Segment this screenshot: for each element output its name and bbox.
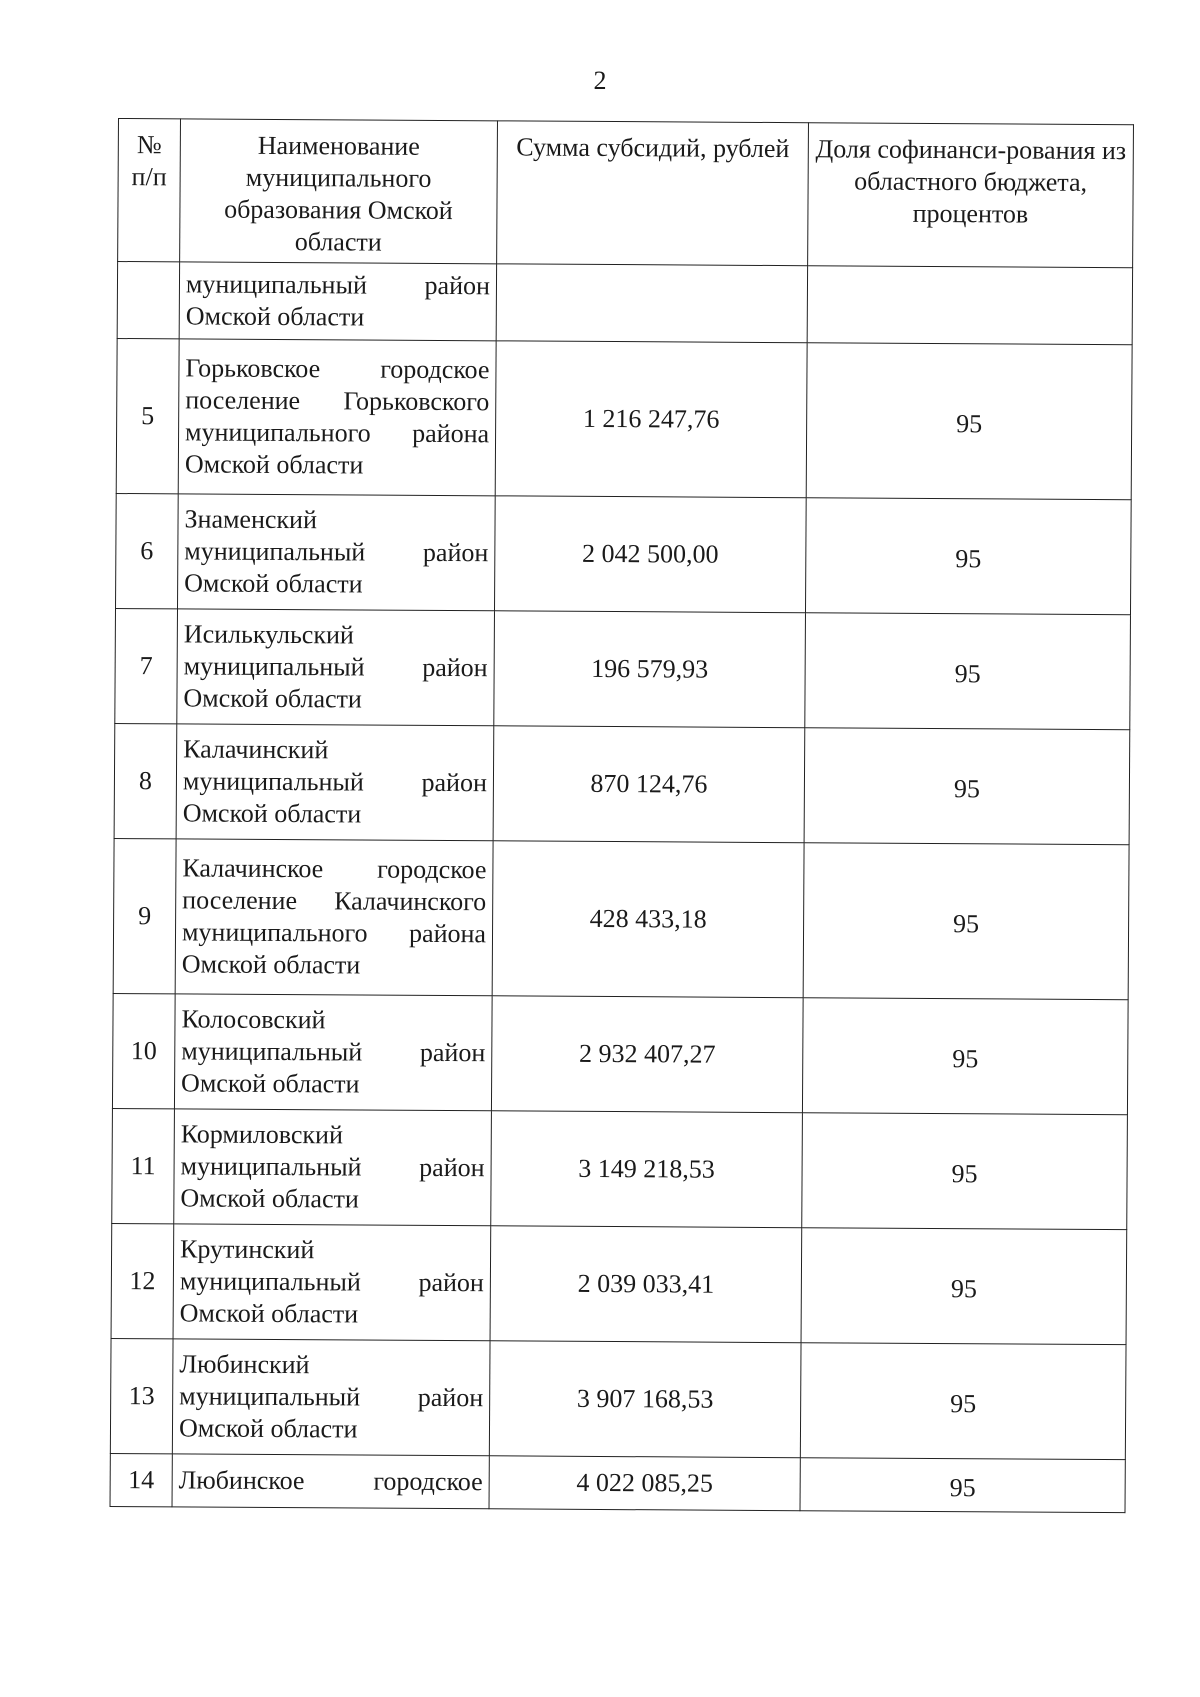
cell-sum: 2 039 033,41: [490, 1226, 802, 1343]
cell-number: 5: [116, 338, 179, 493]
cell-number: [117, 262, 179, 339]
cell-share: 95: [805, 498, 1131, 615]
cell-share: 95: [800, 1458, 1125, 1513]
cell-number: 10: [112, 993, 175, 1108]
cell-municipality: Знаменский муниципальный район Омской области: [178, 494, 496, 611]
cell-municipality: Любинское городское: [172, 1454, 489, 1509]
table-row: [112, 1108, 1128, 1229]
cell-sum: 2 042 500,00: [494, 496, 806, 613]
cell-sum: 1 216 247,76: [495, 341, 807, 498]
header-subsidy-sum: Сумма субсидий, рублей: [497, 121, 809, 266]
table-row: [113, 838, 1129, 999]
cell-municipality: Крутинский муниципальный район Омской области: [173, 1224, 491, 1341]
page-number: 2: [593, 66, 607, 95]
cell-municipality: Кормиловский муниципальный район Омской области: [174, 1109, 492, 1226]
cell-number: 14: [110, 1453, 172, 1506]
table-row: [116, 493, 1132, 614]
cell-share: 95: [803, 843, 1129, 1000]
cell-sum: [496, 264, 807, 343]
cell-share: [807, 266, 1132, 345]
cell-sum: 2 932 407,27: [491, 996, 803, 1113]
subsidy-table-container: [110, 118, 1133, 1513]
table-row: [110, 1453, 1125, 1512]
cell-sum: 3 907 168,53: [489, 1341, 801, 1458]
table-row-continuation: [117, 262, 1132, 345]
table-row: [115, 608, 1131, 729]
cell-share: 95: [801, 1228, 1127, 1345]
cell-municipality: Любинский муниципальный район Омской области: [172, 1339, 490, 1456]
subsidy-table: [110, 118, 1134, 1513]
table-header-row: [118, 119, 1134, 268]
cell-share: 95: [802, 1113, 1128, 1230]
cell-number: 13: [110, 1338, 173, 1453]
table-row: [114, 723, 1130, 844]
header-number: № п/п: [118, 119, 181, 262]
cell-sum: 870 124,76: [493, 726, 805, 843]
cell-sum: 4 022 085,25: [489, 1456, 800, 1511]
cell-municipality: Исилькульский муниципальный район Омской области: [177, 609, 495, 726]
cell-share: 95: [806, 343, 1132, 500]
cell-number: 11: [112, 1108, 175, 1223]
cell-number: 12: [111, 1223, 174, 1338]
cell-municipality: Калачинский муниципальный район Омской области: [176, 724, 494, 841]
table-row: [111, 1223, 1127, 1344]
cell-number: 7: [115, 608, 178, 723]
cell-municipality: Горьковское городское поселение Горьковского муниципального района Омской области: [178, 339, 496, 496]
cell-share: 95: [802, 998, 1128, 1115]
cell-sum: 3 149 218,53: [491, 1111, 803, 1228]
cell-share: 95: [805, 613, 1131, 730]
cell-sum: 428 433,18: [492, 841, 804, 998]
cell-sum: 196 579,93: [494, 611, 806, 728]
cell-number: 9: [113, 838, 176, 993]
cell-share: 95: [800, 1343, 1126, 1460]
cell-share: 95: [804, 728, 1130, 845]
cell-municipality: Калачинское городское поселение Калачинского муниципального района Омской области: [175, 839, 493, 996]
cell-municipality: муниципальный район Омской области: [179, 262, 496, 341]
table-row: [116, 338, 1132, 499]
table-row: [110, 1338, 1126, 1459]
header-municipality: Наименование муниципального образования Омской области: [180, 119, 498, 264]
cell-number: 8: [114, 723, 177, 838]
cell-number: 6: [116, 493, 179, 608]
header-cofinancing-share: Доля софинанси-рования из областного бюджета, процентов: [808, 123, 1134, 268]
table-row: [112, 993, 1128, 1114]
cell-municipality: Колосовский муниципальный район Омской области: [174, 994, 492, 1111]
